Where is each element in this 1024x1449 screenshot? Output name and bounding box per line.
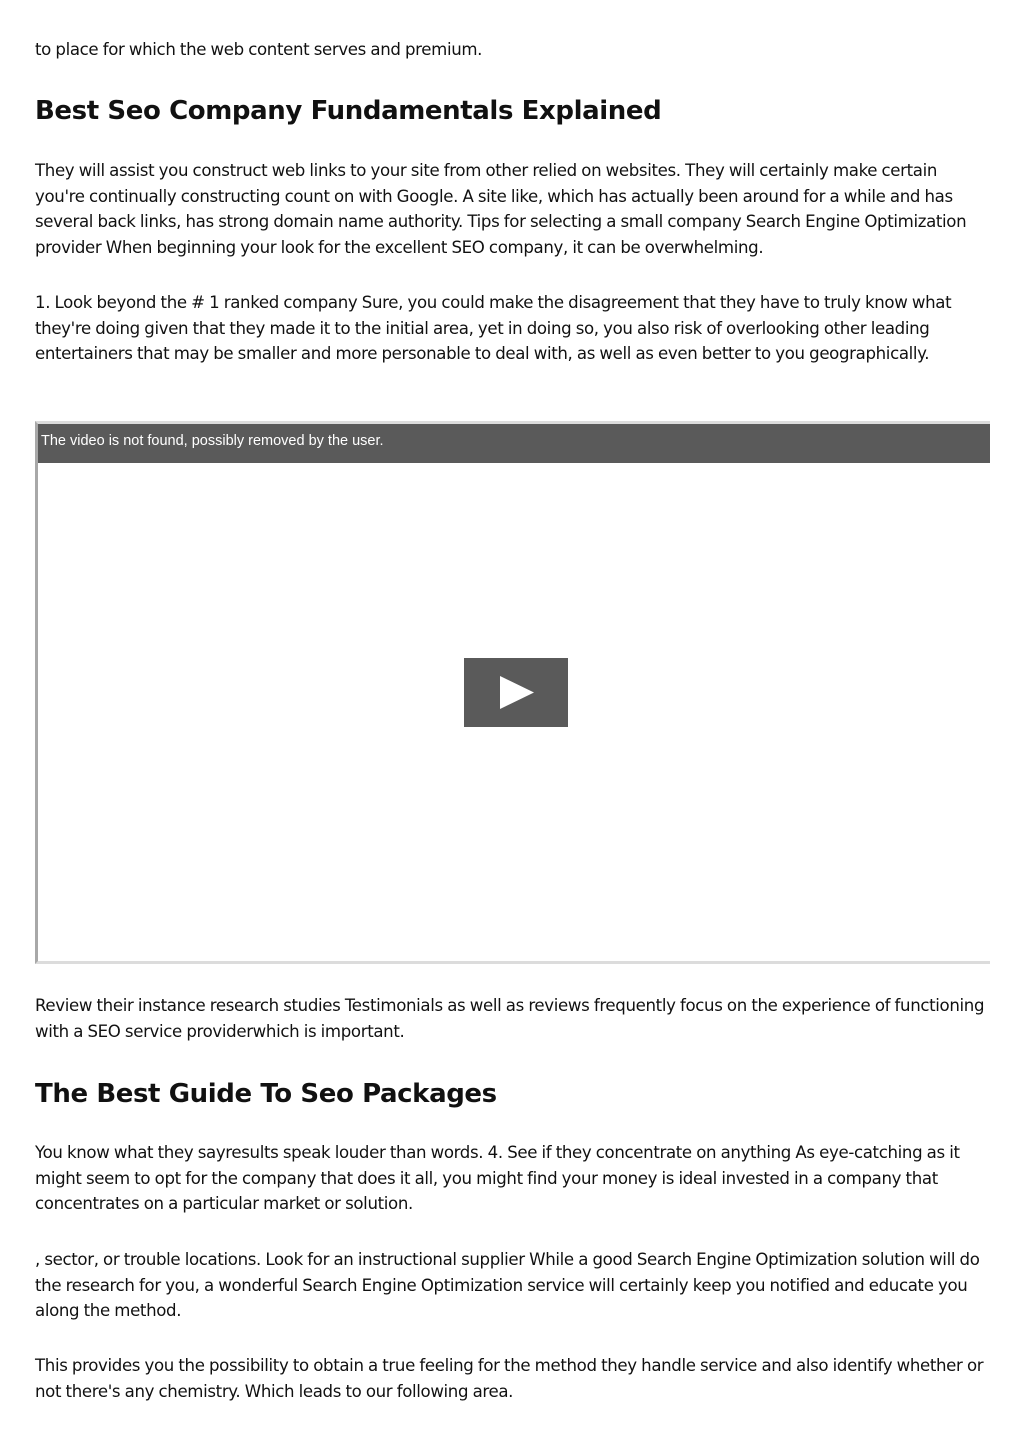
heading-best-seo-company: Best Seo Company Fundamentals Explained <box>35 96 662 126</box>
video-error-message: The video is not found, possibly removed by the user. <box>41 433 384 449</box>
paragraph-look-beyond: 1. Look beyond the # 1 ranked company Sure, you could make the disagreement that they have to truly know what they're doing given that they made it to the initial area, yet in doing so, you also risk of overlooking other leading entertainers that may be smaller and more personable to deal with, as well as even better to you geographically. <box>35 293 952 364</box>
play-icon <box>464 658 568 727</box>
video-title-bar <box>38 424 990 463</box>
paragraph-backlinks: They will assist you construct web links to your site from other relied on websites. They will certainly make certain you're continually constructing count on with Google. A site like, which has actually been around for a while and has several back links, has strong domain name authority. Tips for selecting a small company Search Engine Optimization provider When beginning your look for the excellent SEO company, it can be overwhelming. <box>35 161 967 257</box>
heading-seo-packages: The Best Guide To Seo Packages <box>35 1079 497 1109</box>
video-embed <box>35 421 990 964</box>
play-button[interactable] <box>464 658 568 727</box>
paragraph-chemistry: This provides you the possibility to obtain a true feeling for the method they handle service and also identify whether or not there's any chemistry. Which leads to our following area. <box>35 1356 984 1401</box>
paragraph-results: You know what they sayresults speak louder than words. 4. See if they concentrate on anything As eye-catching as it might seem to opt for the company that does it all, you might find your money is ideal invested in a company that concentrates on a particular market or solution. <box>35 1143 960 1214</box>
paragraph-case-studies: Review their instance research studies Testimonials as well as reviews frequently focus on the experience of functioning with a SEO service providerwhich is important. <box>35 996 985 1041</box>
paragraph-sector: , sector, or trouble locations. Look for an instructional supplier While a good Search Engine Optimization solution will do the research for you, a wonderful Search Engine Optimization service will certainly keep you notified and educate you along the method. <box>35 1250 980 1321</box>
intro-paragraph: to place for which the web content serves and premium. <box>35 40 483 59</box>
